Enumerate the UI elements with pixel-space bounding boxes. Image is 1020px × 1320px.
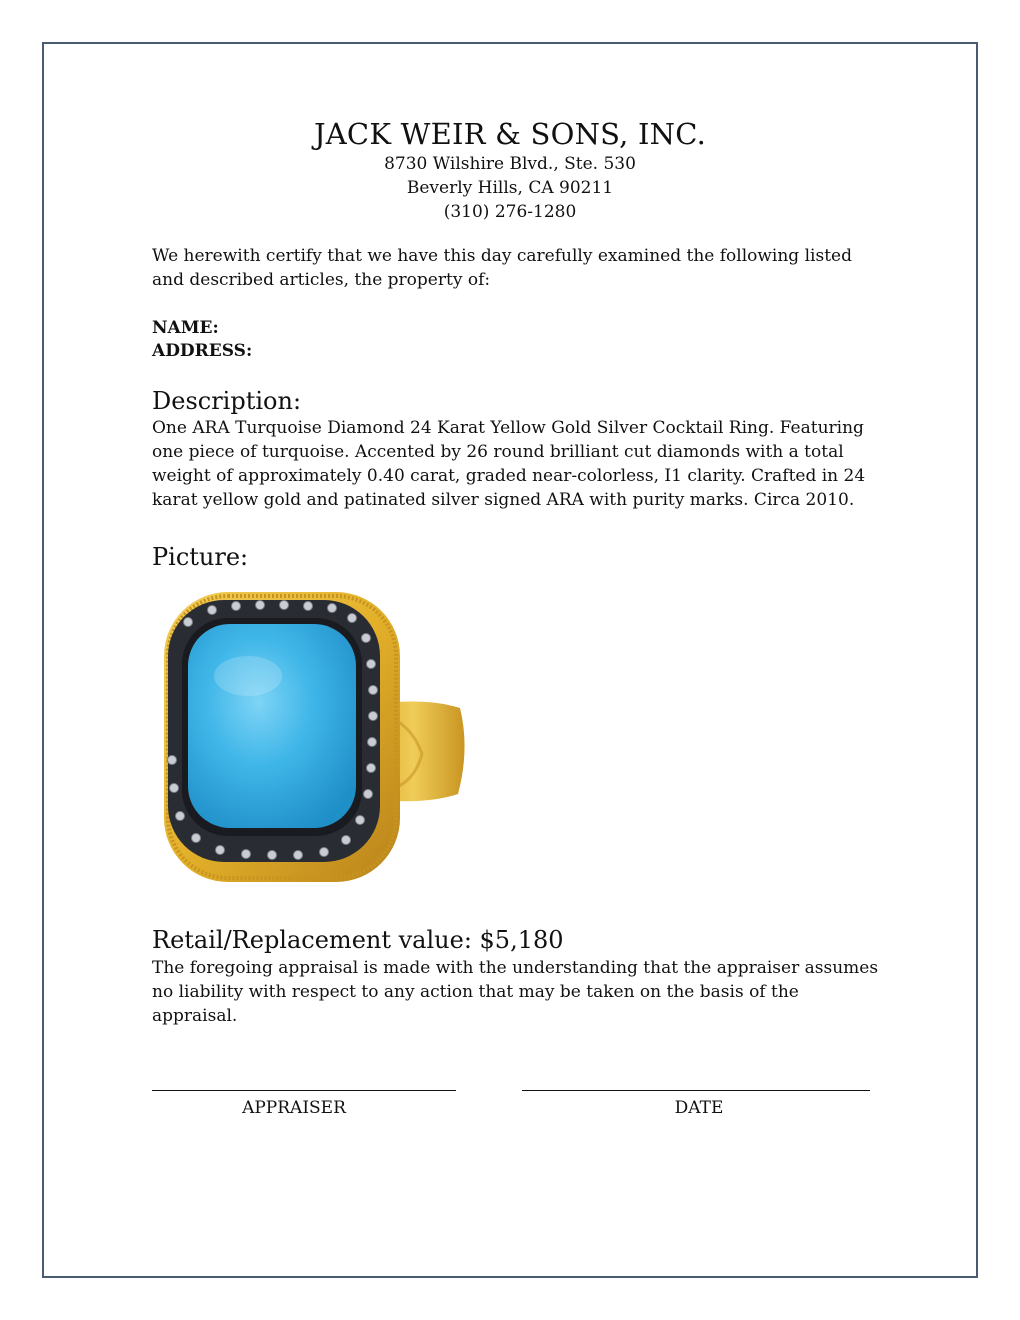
certification-intro: We herewith certify that we have this day carefully examined the following listed and described articles, the property of:: [152, 246, 852, 290]
date-signature-line: [522, 1090, 870, 1091]
description-text: One ARA Turquoise Diamond 24 Karat Yellow Gold Silver Cocktail Ring. Featuring one piece of turquoise. Accented by 26 round brilliant cut diamonds with a total weight of approximately 0.40 carat, graded near-colorless, I1 clarity. Crafted in 24 karat yellow gold and patinated silver signed ARA with purity marks. Circa 2010.: [152, 418, 866, 510]
address-line-2: Beverly Hills, CA 90211: [406, 178, 614, 198]
appraisal-disclaimer: The foregoing appraisal is made with the understanding that the appraiser assumes no liability with respect to any action that may be taken on the basis of the appraisal.: [152, 958, 879, 1026]
date-label: DATE: [674, 1098, 724, 1118]
company-name: JACK WEIR & SONS, INC.: [313, 117, 707, 151]
picture-heading: Picture:: [152, 543, 249, 571]
retail-value-heading: Retail/Replacement value: $5,180: [152, 926, 564, 954]
appraiser-signature-line: [152, 1090, 456, 1091]
phone-number: (310) 276-1280: [443, 202, 577, 222]
description-heading: Description:: [152, 387, 302, 415]
ring-photo: [152, 584, 482, 894]
address-line-1: 8730 Wilshire Blvd., Ste. 530: [384, 154, 636, 174]
letterhead: [0, 116, 1020, 224]
appraiser-label: APPRAISER: [242, 1098, 346, 1118]
address-label: ADDRESS:: [152, 341, 253, 361]
name-label: NAME:: [152, 318, 219, 338]
